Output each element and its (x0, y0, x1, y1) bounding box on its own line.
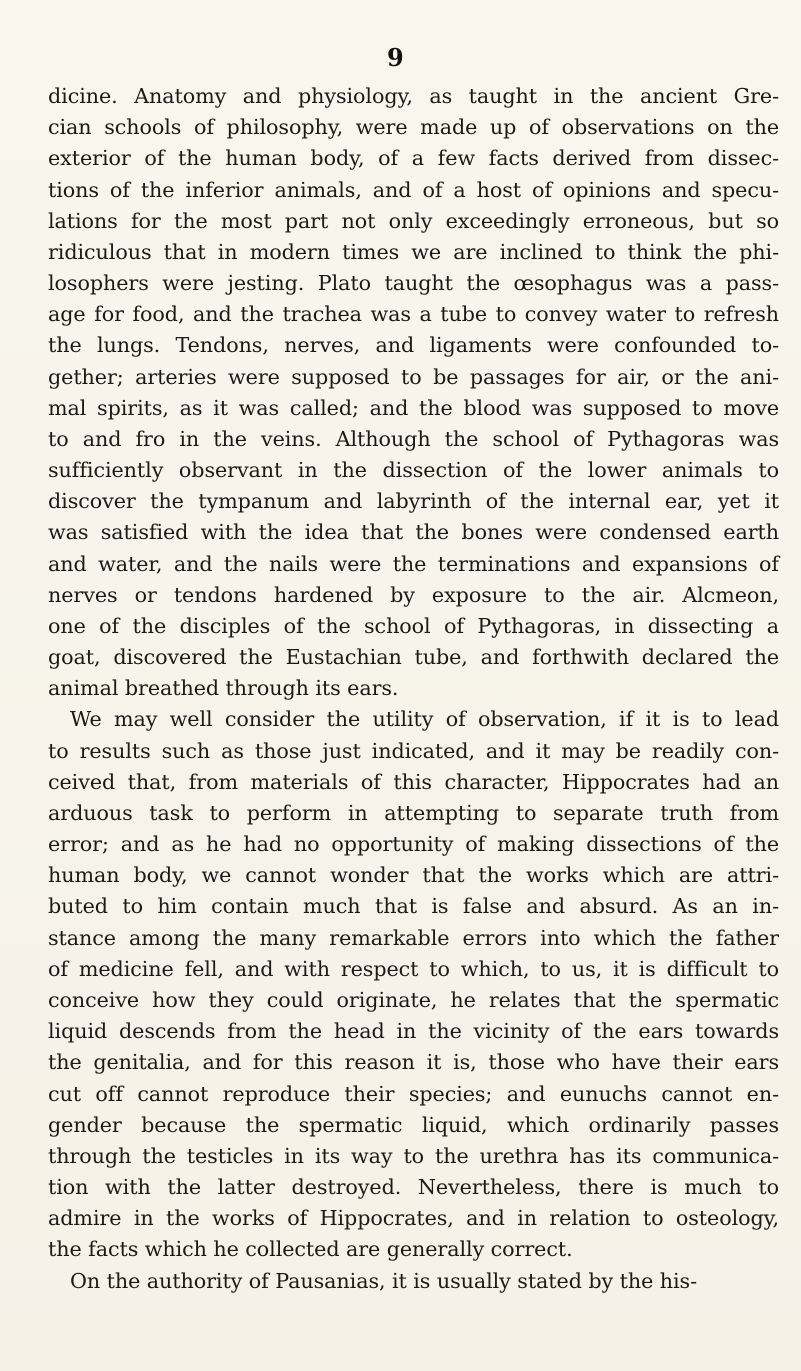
text-line: ceived that, from materials of this character, Hippocrates had an (48, 769, 779, 794)
text-line: losophers were jesting. Plato taught the œsophagus was a pass- (48, 271, 779, 296)
text-line: gender because the spermatic liquid, which ordinarily passes (48, 1112, 779, 1137)
text-line: liquid descends from the head in the vicinity of the ears towards (48, 1019, 779, 1044)
text-line: tions of the inferior animals, and of a host of opinions and specu- (48, 177, 779, 202)
text-line: gether; arteries were supposed to be passages for air, or the ani- (48, 364, 779, 389)
text-line: was satisfied with the idea that the bones were condensed earth (48, 520, 779, 545)
text-line: and water, and the nails were the terminations and expansions of (48, 551, 779, 576)
page-number: 9 (387, 43, 404, 72)
text-line: to and fro in the veins. Although the school of Pythagoras was (48, 426, 779, 451)
text-line: age for food, and the trachea was a tube to convey water to refresh (48, 302, 779, 327)
text-line: On the authority of Pausanias, it is usually stated by the his- (70, 1268, 697, 1293)
body-text (48, 81, 779, 1297)
text-line: of medicine fell, and with respect to which, to us, it is difficult to (48, 956, 779, 981)
text-line: exterior of the human body, of a few facts derived from dissec- (48, 146, 779, 171)
text-line: dicine. Anatomy and physiology, as taught in the ancient Gre- (48, 84, 779, 108)
text-line: ridiculous that in modern times we are inclined to think the phi- (48, 239, 779, 264)
text-line: human body, we cannot wonder that the works which are attri- (48, 863, 779, 888)
text-line: animal breathed through its ears. (48, 676, 399, 701)
text-line: We may well consider the utility of observation, if it is to lead (70, 707, 779, 732)
text-line: lations for the most part not only exceedingly erroneous, but so (48, 208, 779, 233)
text-line: sufficiently observant in the dissection of the lower animals to (48, 458, 779, 483)
text-line: to results such as those just indicated, and it may be readily con- (48, 738, 779, 763)
text-line: conceive how they could originate, he relates that the spermatic (48, 987, 779, 1012)
text-line: mal spirits, as it was called; and the blood was supposed to move (48, 395, 779, 420)
text-line: admire in the works of Hippocrates, and in relation to osteology, (48, 1206, 779, 1231)
text-line: the genitalia, and for this reason it is, those who have their ears (48, 1050, 779, 1075)
text-line: cian schools of philosophy, were made up of observations on the (48, 115, 779, 140)
text-line: arduous task to perform in attempting to separate truth from (48, 800, 779, 825)
text-line: the lungs. Tendons, nerves, and ligaments were confounded to- (48, 333, 779, 358)
text-line: tion with the latter destroyed. Nevertheless, there is much to (48, 1175, 779, 1200)
text-line: cut off cannot reproduce their species; and eunuchs cannot en- (48, 1081, 779, 1106)
text-line: one of the disciples of the school of Pythagoras, in dissecting a (48, 613, 779, 638)
text-line: through the testicles in its way to the urethra has its communica- (48, 1143, 779, 1168)
text-line: error; and as he had no opportunity of making dissections of the (48, 832, 779, 857)
text-line: stance among the many remarkable errors into which the father (48, 925, 779, 950)
text-line: goat, discovered the Eustachian tube, and forthwith declared the (48, 645, 779, 670)
text-line: discover the tympanum and labyrinth of the internal ear, yet it (48, 489, 779, 514)
text-line: buted to him contain much that is false and absurd. As an in- (48, 894, 779, 919)
text-line: the facts which he collected are generally correct. (48, 1237, 573, 1262)
text-line: nerves or tendons hardened by exposure to the air. Alcmeon, (48, 582, 779, 607)
